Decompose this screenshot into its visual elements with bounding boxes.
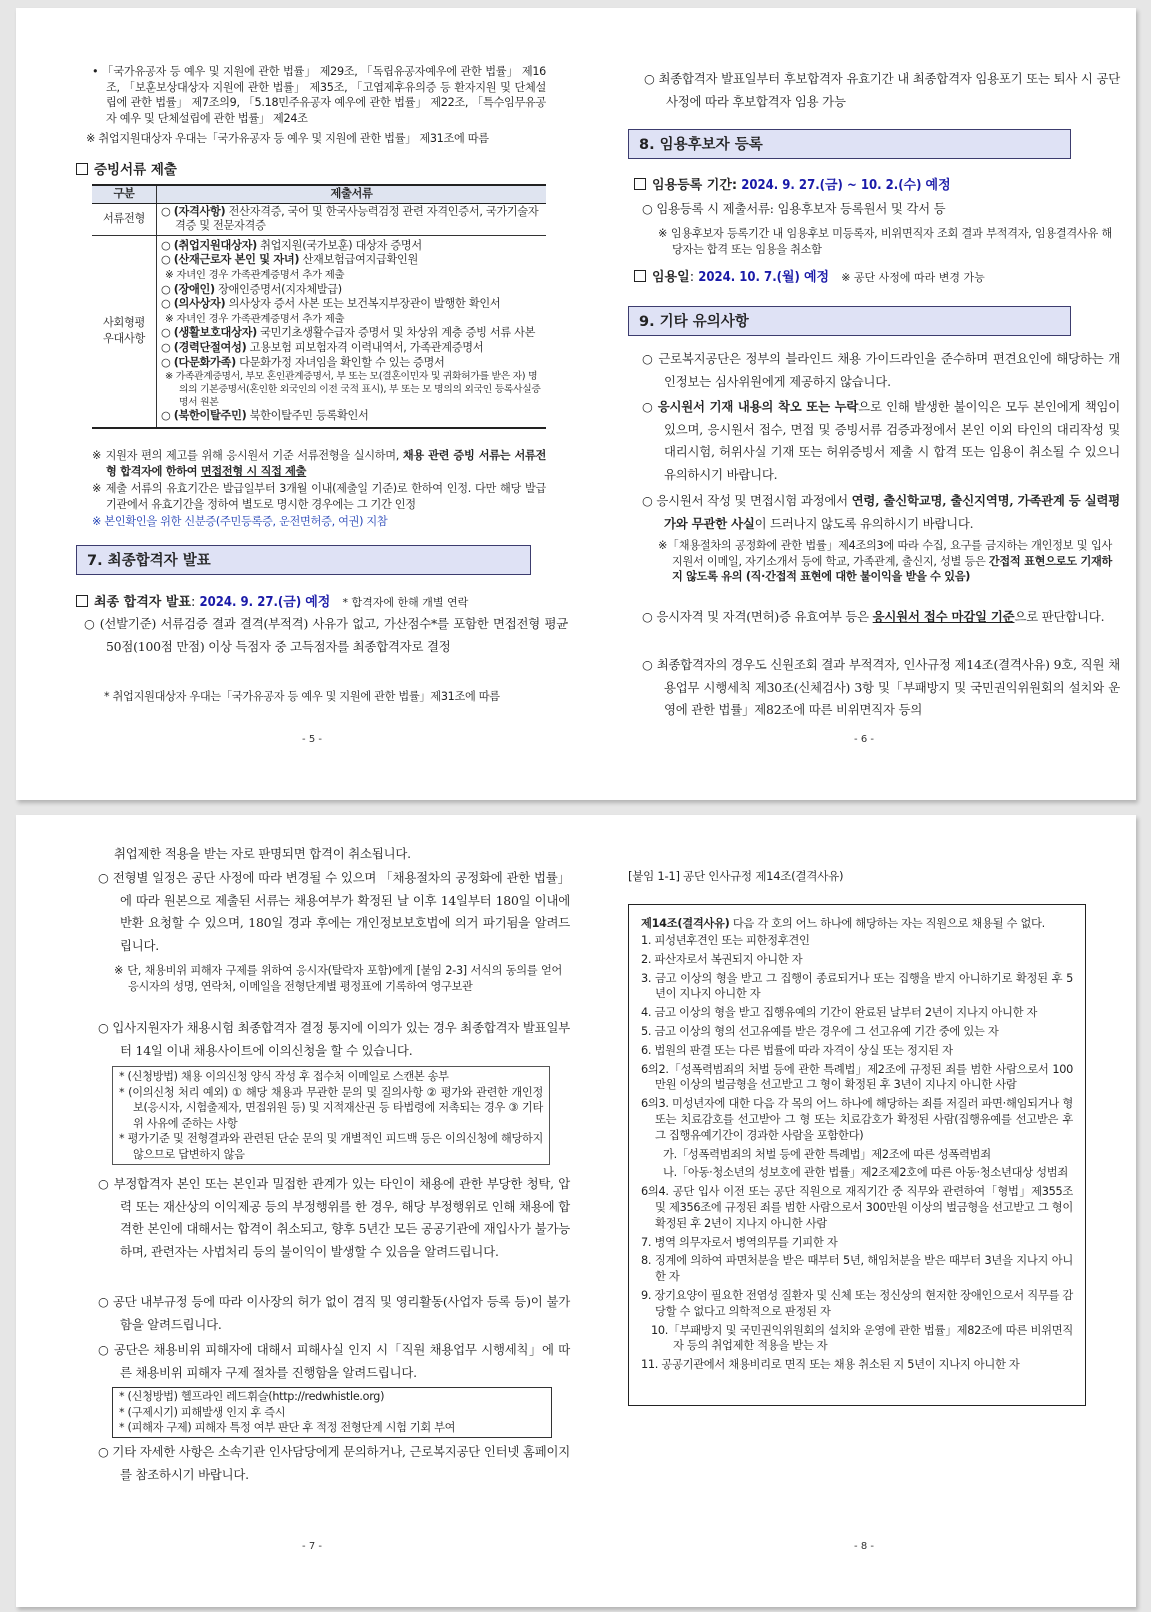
- article-item: 6의4. 공단 입사 이전 또는 공단 직원으로 재직기간 중 직무와 관련하여「형법」제355조 및 제356조에 규정된 죄를 범한 사람으로서 300만원 이상의 벌금형을 선고받고 그 형이 확정된 후 2년이 지나지 아니한 사람: [641, 1185, 1073, 1230]
- p4-bold: 응시원서 접수 마감일 기준: [872, 609, 1015, 624]
- law-reference-note: [92, 64, 546, 126]
- article-item: 5. 금고 이상의 형의 선고유예를 받은 경우에 그 선고유예 기간 중에 있는 자: [641, 1024, 999, 1038]
- note-underline: 면접전형 시 직접 제출: [200, 464, 307, 478]
- announce-date: 2024. 9. 27.(금) 예정: [199, 595, 331, 610]
- article-item: 10.「부패방지 및 국민권익위원회의 설치와 운영에 관한 법률」제82조에 따른 비위면직자 등의 취업제한 적용을 받는 자: [651, 1323, 1073, 1353]
- note-2: [92, 481, 546, 512]
- note-mark: ※: [92, 449, 102, 462]
- appeal-note: [98, 1017, 570, 1062]
- row-category: 서류전형: [92, 203, 157, 235]
- circle-bullet-icon: ○: [642, 493, 657, 508]
- registration-period: [634, 174, 951, 193]
- article-item: 6의3. 미성년자에 대한 다음 각 목의 어느 하나에 해당하는 죄를 저질러 파면·해임되거나 형 또는 치료감호를 선고받아 그 형 또는 치료감호가 확정된 사람(집행유예를 선고받은 후 그 집행유예기간이 경과한 사람을 포함한다): [641, 1097, 1073, 1142]
- reserve-candidate-note: [644, 68, 1120, 113]
- item-text: 가족관계증명서, 부모 혼인관계증명서, 부 또는 모(결혼이민자 및 귀화허가를 받은 자) 명의의 기본증명서(혼인한 외국인의 이전 국적 표시), 부 또는 모 명의의 외국인 등록사실증명서 원본: [175, 371, 541, 409]
- appointment-date: [634, 266, 985, 285]
- document-return-note: [98, 867, 570, 957]
- p4-tail: 으로 판단합니다.: [1014, 609, 1105, 624]
- note-mark: ※: [92, 482, 102, 495]
- relief-box-line: * (피해자 구제) 피해자 특정 여부 판단 후 적정 전형단계 시험 기회 부여: [119, 1421, 456, 1434]
- note-mark: ※: [92, 515, 102, 528]
- disqualification-article-box: [628, 904, 1086, 1406]
- victim-relief-note: [98, 1339, 570, 1384]
- article-sub-item: 가.「성폭력범죄의 처벌 등에 관한 특례법」제2조에 따른 성폭력범죄: [663, 1147, 991, 1161]
- item-text: 북한이탈주민 등록확인서: [246, 409, 369, 423]
- circle-bullet-icon: ○: [98, 870, 113, 885]
- note-3: [92, 514, 546, 530]
- row-documents: [157, 235, 547, 427]
- checkbox-square-icon: [76, 163, 88, 175]
- fraud-hiring-note: [98, 1173, 570, 1263]
- reserve-text: 최종합격자 발표일부터 후보합격자 유효기간 내 최종합격자 임용포기 또는 퇴사 시 공단사정에 따라 후보합격자 임용 가능: [658, 71, 1120, 109]
- p2-text: 입사지원자가 채용시험 최종합격자 결정 통지에 이의가 있는 경우 최종합격자 발표일부터 14일 이내 채용사이트에 이의신청을 할 수 있습니다.: [112, 1020, 570, 1058]
- personal-info-note: [642, 490, 1120, 535]
- p6-text: 기타 자세한 사항은 소속기관 인사담당에게 문의하거나, 근로복지공단 인터넷 홈페이지를 참조하시기 바랍니다.: [112, 1444, 571, 1482]
- p3-text: 응시원서 작성 및 면접시험 과정에서: [656, 493, 852, 508]
- section-8-header: 8. 임용후보자 등록: [628, 129, 1071, 159]
- submission-notes: [92, 448, 546, 530]
- appoint-note: ※ 공단 사정에 따라 변경 가능: [841, 271, 985, 284]
- contact-note: [98, 1441, 570, 1486]
- page-number: - 5 -: [302, 734, 322, 745]
- page-number: - 7 -: [302, 1541, 322, 1552]
- criteria-text: (선발기준) 서류검증 결과 결격(부적격) 사유가 없고, 가산점수*를 포함한 면접전형 평균 50점(100점 만점) 이상 득점자 중 고득점자를 최종합격자로 결정: [99, 616, 568, 654]
- section-9-header: 9. 기타 유의사항: [628, 306, 1071, 336]
- fair-hiring-law-note: [658, 538, 1112, 585]
- circle-bullet-icon: ○: [98, 1444, 113, 1459]
- p2-bold: 응시원서 기재 내용의 착오 또는 누락: [657, 399, 859, 414]
- registration-cancel-note: ※ 임용후보자 등록기간 내 임용후보 미등록자, 비위면직자 조회 결과 부적격자, 임용결격사유 해당자는 합격 또는 임용을 취소함: [658, 227, 1112, 256]
- checkbox-square-icon: [634, 178, 646, 190]
- document-sheet-2: [16, 815, 1136, 1607]
- appeal-info-box: [112, 1066, 550, 1165]
- docs-text: 임용등록 시 제출서류: 임용후보자 등록원서 및 각서 등: [656, 201, 946, 216]
- item-label: (의사상자): [173, 297, 226, 311]
- p5-text: 최종합격자의 경우도 신원조회 결과 부적격자, 인사규정 제14조(결격사유) 9호, 직원 채용업무 시행세칙 제30조(신체검사) 3항 및「부패방지 및 국민권익위원회의 설치와 운영에 관한 법률」제82조에 따른 비위면직자 등의: [656, 657, 1120, 717]
- appoint-label: 임용일: [652, 270, 690, 285]
- item-label: (북한이탈주민): [173, 409, 247, 423]
- article-items: [641, 933, 1073, 1373]
- table-header-documents: 제출서류: [157, 185, 547, 203]
- blind-hiring-note: [642, 348, 1120, 393]
- circle-bullet-icon: ○: [98, 1342, 114, 1357]
- docs-heading-text: 증빙서류 제출: [94, 162, 177, 178]
- article-item: 9. 장기요양이 필요한 전염성 질환자 및 신체 또는 정신상의 현저한 장애인으로서 직무를 감당할 수 없다고 의학적으로 판정된 자: [641, 1288, 1074, 1318]
- p3-bold: 연령, 출신학교명, 출신지역명, 가족관계 등 실력평가와 무관한 사실: [664, 493, 1120, 531]
- criteria-footnote: * 취업지원대상자 우대는「국가유공자 등 예우 및 지원에 관한 법률」제31조에 따름: [104, 690, 500, 703]
- item-text: 다문화가정 자녀임을 확인할 수 있는 증명서: [235, 355, 445, 369]
- employment-support-note: ※ 취업지원대상자 우대는「국가유공자 등 예우 및 지원에 관한 법률」 제31조에 따름: [86, 132, 489, 145]
- circle-bullet-icon: ○: [642, 351, 659, 366]
- item-text: 취업지원(국가보훈) 대상자 증명서: [256, 238, 422, 252]
- article-item: 6의2.「성폭력범죄의 처벌 등에 관한 특례법」제2조에 규정된 죄를 범한 사람으로서 100만원 이상의 벌금형을 선고받고 그 형이 확정된 후 3년이 지나지 아니한 사람: [641, 1062, 1073, 1092]
- p1-text: 전형별 일정은 공단 사정에 따라 변경될 수 있으며 「채용절차의 공정화에 관한 법률」에 따라 원본으로 제출된 서류는 채용여부가 확정된 날 이후 14일부터 180일 이내에 반환 요청할 수 있으며, 180일 경과 후에는 개인정보보호법에 의거 파기됨을 알려드립니다.: [112, 870, 570, 953]
- row-documents: [157, 203, 547, 235]
- item-label: (자격사항): [173, 204, 226, 218]
- table-row: [92, 235, 546, 427]
- circle-bullet-icon: ○: [642, 609, 657, 624]
- docs-heading: [76, 158, 177, 178]
- appeal-box-line: * 평가기준 및 전형결과와 관련된 단순 문의 및 개별적인 피드백 등은 이의신청에 해당하지 않으므로 답변하지 않음: [119, 1132, 543, 1161]
- item-prefix: ○: [161, 340, 174, 354]
- application-error-note: [642, 396, 1120, 486]
- item-text: 고용보험 피보험자격 이력내역서, 가족관계증명서: [246, 340, 484, 354]
- circle-bullet-icon: ○: [642, 399, 658, 414]
- item-text: 국민기초생활수급자 증명서 및 차상위 계층 증빙 서류 사본: [256, 326, 536, 340]
- qualification-validity-note: [642, 606, 1120, 629]
- period-value: 2024. 9. 27.(금) ~ 10. 2.(수) 예정: [741, 178, 951, 193]
- article-title: 제14조(결격사유): [641, 917, 730, 930]
- note-text: 본인확인을 위한 신분증(주민등록증, 운전면허증, 여권) 지참: [104, 515, 388, 528]
- section-7-header: 7. 최종합격자 발표: [76, 545, 531, 575]
- item-prefix: ○: [161, 253, 174, 267]
- victim-relief-consent-note: ※ 단, 채용비위 피해자 구제를 위하여 응시자(탈락자 포함)에게 [붙임 2-3] 서식의 동의를 얻어 응시자의 성명, 연락처, 이메일을 전형단계별 평정표에 기록하여 영구보관: [114, 964, 562, 993]
- item-label: (생활보호대상자): [173, 326, 257, 340]
- p3-tail: 이 드러나지 않도록 유의하시기 바랍니다.: [754, 515, 974, 531]
- checkbox-square-icon: [634, 270, 646, 282]
- page-number: - 6 -: [854, 734, 874, 745]
- circle-bullet-icon: ○: [642, 201, 657, 216]
- article-item: 4. 금고 이상의 형을 받고 집행유예의 기간이 완료된 날부터 2년이 지나지 아니한 자: [641, 1006, 1038, 1020]
- item-label: (장애인): [173, 282, 215, 296]
- circle-bullet-icon: ○: [98, 1020, 113, 1035]
- circle-bullet-icon: ○: [98, 1176, 114, 1191]
- item-label: (다문화가족): [173, 355, 236, 369]
- article-sub-item: 나.「아동·청소년의 성보호에 관한 법률」제2조제2호에 따른 아동·청소년대상 성범죄: [663, 1166, 1069, 1180]
- selection-criteria: [84, 613, 568, 658]
- appeal-box-line: * (이의신청 처리 예외) ① 해당 채용과 무관한 문의 및 질의사항 ② 평가와 관련한 개인정보(응시자, 시험출제자, 면접위원 등) 및 지적재산권 등 타법령에 저촉되는 경우 ③ 기타 위 사유에 준하는 사항: [119, 1085, 543, 1130]
- relief-info-box: [112, 1387, 552, 1438]
- item-text: 자녀인 경우 가족관계증명서 추가 제출: [176, 268, 345, 281]
- table-header-category: 구분: [92, 185, 157, 203]
- article-item: 6. 법원의 판결 또는 다른 법률에 따라 자격이 상실 또는 정지된 자: [641, 1043, 953, 1057]
- article-intro-text: 다음 각 호의 어느 하나에 해당하는 자는 직원으로 채용될 수 없다.: [729, 917, 1045, 930]
- note-1: [92, 448, 546, 479]
- p4-text: 응시자격 및 자격(면허)증 유효여부 등은: [656, 609, 873, 624]
- document-sheet-1: [16, 8, 1136, 800]
- relief-box-line: * (구제시기) 피해발생 인지 후 즉시: [119, 1405, 286, 1419]
- period-label: 임용등록 기간:: [652, 178, 738, 193]
- article-item: 3. 금고 이상의 형을 받고 그 집행이 종료되거나 또는 집행을 받지 아니하기로 확정된 후 5년이 지나지 아니한 자: [641, 971, 1073, 1001]
- circle-bullet-icon: ○: [644, 71, 659, 86]
- continued-text: 취업제한 적용을 받는 자로 판명되면 합격이 취소됩니다.: [114, 846, 411, 861]
- p3-text: 부정합격자 본인 또는 본인과 밀접한 관계가 있는 타인이 채용에 관한 부당한 청탁, 압력 또는 재산상의 이익제공 등의 부정행위를 한 경우, 해당 부정행위로 인해 채용에 합격한 본인에 대해서는 합격이 취소되고, 향후 5년간 모든 공공기관에 재입사가 불가능하며, 관련자는 사법처리 등의 불이익이 발생할 수 있음을 알려드립니다.: [113, 1176, 570, 1259]
- item-text: 산재보험급여지급확인원: [299, 253, 419, 267]
- item-prefix: ○: [161, 297, 174, 311]
- law-note-bold: 간접적 표현으로도 기재하지 않도록 유의 (직·간접적 표현에 대한 불이익을 받을 수 있음): [672, 554, 1112, 583]
- background-check-note: [642, 654, 1120, 722]
- circle-bullet-icon: ○: [98, 1294, 113, 1309]
- docs-table: [92, 184, 546, 429]
- side-job-note: [98, 1291, 570, 1336]
- appoint-value: 2024. 10. 7.(월) 예정: [698, 270, 830, 285]
- circle-bullet-icon: ○: [84, 616, 100, 631]
- table-row: [92, 203, 546, 235]
- item-text: 전산자격증, 국어 및 한국사능력검정 관련 자격인증서, 국가기술자격증 및 전문자격증: [175, 204, 539, 233]
- final-announce-line: [76, 591, 546, 610]
- colon: :: [190, 595, 200, 610]
- bullet: •: [92, 65, 103, 78]
- item-text: 의사상자 증서 사본 또는 보건복지부장관이 발행한 확인서: [225, 297, 501, 311]
- p5-text: 공단은 채용비위 피해자에 대해서 피해사실 인지 시「직원 채용업무 시행세칙」에 따른 채용비위 피해자 구제 절차를 진행함을 알려드립니다.: [113, 1342, 570, 1380]
- item-label: (산재근로자 본인 및 자녀): [173, 253, 300, 267]
- appeal-box-line: * (신청방법) 채용 이의신청 양식 작성 후 접수처 이메일로 스캔본 송부: [119, 1070, 449, 1083]
- item-prefix: ○: [161, 204, 174, 218]
- page-number: - 8 -: [854, 1541, 874, 1552]
- item-prefix: ○: [161, 355, 174, 369]
- article-item: 11. 공공기관에서 채용비리로 면직 또는 채용 취소된 지 5년이 지나지 아니한 자: [641, 1358, 1020, 1372]
- attachment-title: [붙임 1-1] 공단 인사규정 제14조(결격사유): [628, 869, 844, 883]
- checkbox-square-icon: [76, 595, 88, 607]
- note-mark: ※: [165, 268, 177, 281]
- registration-docs: [642, 198, 1098, 221]
- law-reference-text: 「국가유공자 등 예우 및 지원에 관한 법률」 제29조, 「독립유공자예우에 관한 법률」 제16조, 「보훈보상대상자 지원에 관한 법률」 제35조, 「고엽제후유의증 등 환자지원 및 단체설립에 관한 법률」 제7조의9, 「5.18민주유공자 예우에 관한 법률」 제22조, 「특수임무유공자 예우 및 단체설립에 관한 법률」 제24조: [102, 65, 546, 125]
- row-category: 사회형평 우대사항: [92, 235, 157, 427]
- item-prefix: ○: [161, 238, 174, 252]
- circle-bullet-icon: ○: [642, 657, 657, 672]
- p2-text: 으로 인해 발생한 불이익은 모두 본인에게 책임이 있으며, 응시원서 접수, 면접 및 증빙서류 검증과정에서 본인 이외 타인의 대리작성 및 대리시험, 허위사실 기재 또는 허위증빙서 제출 시 합격 또는 임용이 취소될 수 있으니 유의하시기 바랍니다.: [664, 399, 1121, 482]
- p1-text: 근로복지공단은 정부의 블라인드 채용 가이드라인을 준수하며 편견요인에 해당하는 개인정보는 심사위원에게 제공하지 않습니다.: [658, 351, 1120, 389]
- item-text: 자녀인 경우 가족관계증명서 추가 제출: [176, 312, 345, 325]
- note-text: 제출 서류의 유효기간은 발급일부터 3개월 이내(제출일 기준)로 한하여 인정. 다만 해당 발급기관에서 유효기간을 정하여 별도로 명시한 경우에는 그 기간 인정: [105, 482, 546, 511]
- colon: :: [689, 270, 699, 285]
- article-intro: [641, 915, 1073, 932]
- item-label: (경력단절여성): [173, 340, 247, 354]
- law-note-text: ※「채용절차의 공정화에 관한 법률」제4조의3에 따라 수집, 요구를 금지하는 개인정보 및 입사지원서 이메일, 자기소개서 등에 학교, 가족관계, 출신지, 성별 등은: [658, 539, 1112, 568]
- relief-box-line: * (신청방법) 헬프라인 레드휘슬(http://redwhistle.org): [119, 1390, 385, 1403]
- announce-note: * 합격자에 한해 개별 연락: [342, 596, 469, 609]
- item-text: 장애인증명서(지자체발급): [214, 282, 342, 296]
- note-text: 지원자 편의 제고를 위해 응시원서 기준 서류전형을 실시하며,: [105, 449, 403, 462]
- article-item: 7. 병역 의무자로서 병역의무를 기피한 자: [641, 1235, 838, 1249]
- announce-label: 최종 합격자 발표: [94, 595, 191, 610]
- note-bold: 채용 관련 증빙 서류는 서류전형 합격자에 한하여: [106, 449, 546, 478]
- article-item: 8. 징계에 의하여 파면처분을 받은 때부터 5년, 해임처분을 받은 때부터 3년을 지나지 아니한 자: [641, 1254, 1073, 1284]
- item-label: (취업지원대상자): [173, 238, 257, 252]
- p4-text: 공단 내부규정 등에 따라 이사장의 허가 없이 겸직 및 영리활동(사업자 등록 등)이 불가함을 알려드립니다.: [112, 1294, 570, 1332]
- article-item: 1. 피성년후견인 또는 피한정후견인: [641, 934, 810, 947]
- item-prefix: ○: [161, 409, 174, 423]
- note-mark: ※: [165, 371, 176, 383]
- item-prefix: ○: [161, 282, 174, 296]
- article-item: 2. 파산자로서 복권되지 아니한 자: [641, 952, 803, 966]
- note-mark: ※: [165, 312, 177, 325]
- item-prefix: ○: [161, 326, 174, 340]
